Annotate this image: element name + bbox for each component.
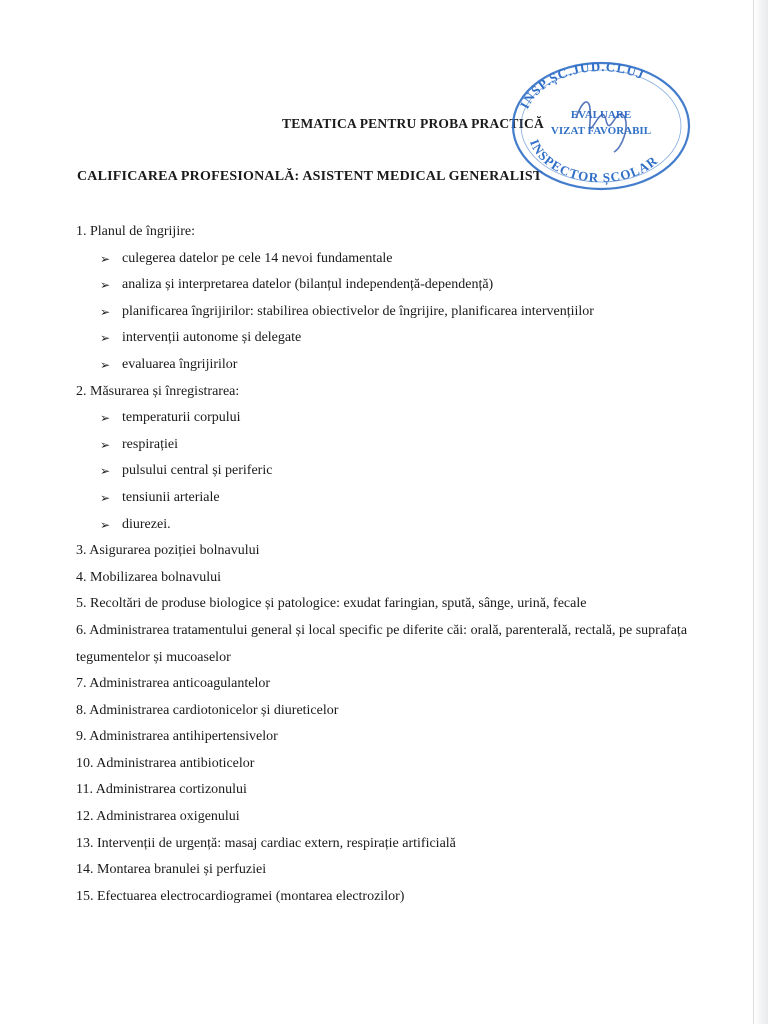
stamp-line1: EVALUARE: [570, 109, 632, 121]
subtopic-item: [76, 352, 716, 379]
school-inspectorate-stamp: [506, 56, 696, 196]
subtopic-item: [76, 272, 716, 299]
arrowhead-bullet-icon: ➢: [100, 490, 111, 505]
scan-edge: [753, 0, 768, 1024]
subtopic-item: [76, 325, 716, 352]
subtopic-item: [76, 299, 716, 326]
subtopic-text: temperaturii corpului: [122, 410, 241, 426]
subtopic-item: [76, 405, 716, 432]
subtopic-text: diurezei.: [122, 516, 171, 532]
stamp-line2: VIZAT FAVORABIL: [550, 125, 652, 137]
topic-item: 12. Administrarea oxigenului: [76, 809, 240, 825]
subtopic-text: culegerea datelor pe cele 14 nevoi fundamentale: [122, 250, 393, 266]
subtopic-item: [76, 512, 716, 539]
arrowhead-bullet-icon: ➢: [100, 464, 111, 479]
stamp-bottom-text: INSPECTOR ȘCOLAR: [526, 137, 661, 186]
topic-item: 3. Asigurarea poziției bolnavului: [76, 543, 260, 559]
arrowhead-bullet-icon: ➢: [100, 517, 111, 532]
topic-list: [76, 219, 716, 910]
topic-item: 4. Mobilizarea bolnavului: [76, 569, 222, 585]
topic-item: 11. Administrarea cortizonului: [76, 782, 247, 798]
arrowhead-bullet-icon: ➢: [100, 304, 111, 319]
arrowhead-bullet-icon: ➢: [100, 411, 111, 426]
stamp-top-text: INSP.ȘC.JUD.CLUJ: [516, 58, 647, 112]
topic-item: 8. Administrarea cardiotonicelor și diureticelor: [76, 702, 339, 718]
subtopic-item: [76, 485, 716, 512]
document-title: TEMATICA PENTRU PROBA PRACTICĂ: [282, 116, 544, 131]
topic-item: 13. Intervenții de urgență: masaj cardiac extern, respirație artificială: [76, 835, 456, 851]
subtopic-text: intervenții autonome și delegate: [122, 330, 302, 346]
arrowhead-bullet-icon: ➢: [100, 357, 111, 372]
topic-item: 7. Administrarea anticoagulantelor: [76, 676, 270, 692]
svg-text:INSPECTOR ȘCOLAR: [527, 137, 661, 186]
subtopic-text: tensiunii arteriale: [122, 489, 220, 505]
topic-item: 1. Planul de îngrijire:: [76, 224, 195, 239]
arrowhead-bullet-icon: ➢: [100, 437, 111, 452]
topic-item: 9. Administrarea antihipertensivelor: [76, 729, 278, 745]
subtopic-text: respirației: [122, 436, 178, 452]
arrowhead-bullet-icon: ➢: [100, 278, 111, 293]
subtopic-item: [76, 432, 716, 459]
topic-item: 14. Montarea branulei și perfuziei: [76, 862, 267, 878]
topic-item: 6. Administrarea tratamentului general și local specific pe diferite căi: orală, parenterală, rectală, pe suprafața tegumentelor și mucoaselor: [76, 622, 688, 665]
arrowhead-bullet-icon: ➢: [100, 331, 111, 346]
subtopic-item: [76, 458, 716, 485]
subtopic-text: planificarea îngrijirilor: stabilirea obiectivelor de îngrijire, planificarea intervențiilor: [122, 303, 594, 319]
document-subtitle: CALIFICAREA PROFESIONALĂ: ASISTENT MEDICAL GENERALIST: [77, 169, 543, 184]
subtopic-text: evaluarea îngrijirilor: [122, 356, 238, 372]
topic-item: 5. Recoltări de produse biologice și patologice: exudat faringian, spută, sânge, urină, fecale: [76, 596, 587, 612]
topic-item: 15. Efectuarea electrocardiogramei (montarea electrozilor): [76, 888, 405, 904]
topic-item: 2. Măsurarea și înregistrarea:: [76, 383, 240, 399]
subtopic-item: [76, 246, 716, 273]
subtopic-text: pulsului central și periferic: [122, 463, 273, 479]
topic-item: 10. Administrarea antibioticelor: [76, 755, 255, 771]
arrowhead-bullet-icon: ➢: [100, 251, 111, 266]
subtopic-text: analiza și interpretarea datelor (bilanțul independență-dependență): [122, 277, 494, 293]
